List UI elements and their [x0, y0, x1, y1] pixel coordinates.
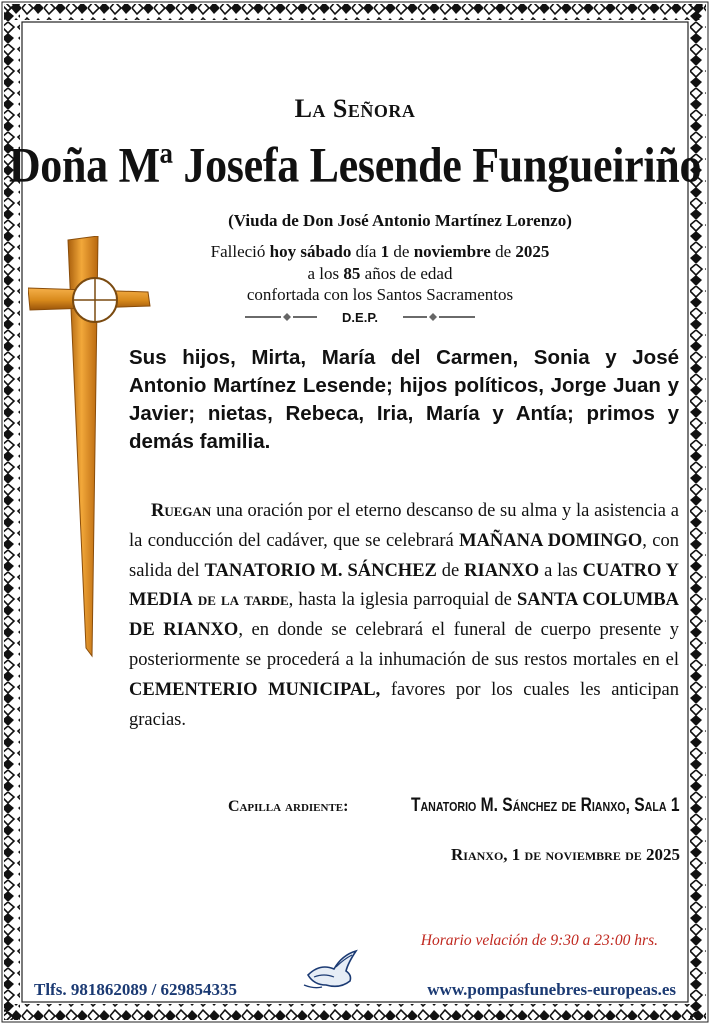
family-paragraph: Sus hijos, Mirta, María del Carmen, Sonia y José Antonio Martínez Lesende; hijos políticos, Jorge Juan y Javier; nietas, Rebeca, Iria, María y Antía; primos y demás familia. — [129, 346, 679, 453]
dove-icon — [300, 945, 360, 995]
sacraments-line: confortada con los Santos Sacramentos — [246, 285, 514, 304]
website-link[interactable]: www.pompasfunebres-europeas.es — [427, 980, 676, 999]
dep-label: D.E.P. — [342, 310, 378, 325]
widow-of-line: (Viuda de Don José Antonio Martínez Lorenzo) — [228, 211, 572, 230]
capilla-ardiente-line — [228, 795, 680, 817]
age-line: a los 85 años de edad — [307, 264, 453, 283]
death-date-line: Falleció hoy sábado día 1 de noviembre de 2025 — [210, 242, 550, 261]
capilla-value: Tanatorio M. Sánchez de Rianxo, Sala 1 — [411, 795, 680, 816]
place-date-line: Rianxo, 1 de noviembre de 2025 — [451, 845, 680, 864]
intro-title: La Señora — [294, 94, 416, 123]
capilla-label: Capilla ardiente: — [227, 798, 353, 815]
velation-hours: Horario velación de 9:30 a 23:00 hrs. — [420, 932, 658, 949]
ruegan-paragraph: Ruegan una oración por el eterno descanso de su alma y la asistencia a la conducción del cadáver, que se celebrará MAÑANA DOMINGO, con salida del TANATORIO M. SÁNCHEZ de RIANXO a las CUATRO Y MEDIA de la tarde, hasta la iglesia parroquial de SANTA COLUMBA DE RIANXO, en donde se celebrará el funeral de cuerpo presente y posteriormente se procederá a la inhumación de sus restos mortales en el CEMENTERIO MUNICIPAL, favores por los cuales les anticipan gracias. — [129, 501, 679, 730]
deceased-name: Doña Mª Josefa Lesende Fungueiriño — [8, 138, 702, 193]
phone-numbers: Tlfs. 981862089 / 629854335 — [34, 980, 238, 999]
dep-separator — [245, 308, 475, 328]
